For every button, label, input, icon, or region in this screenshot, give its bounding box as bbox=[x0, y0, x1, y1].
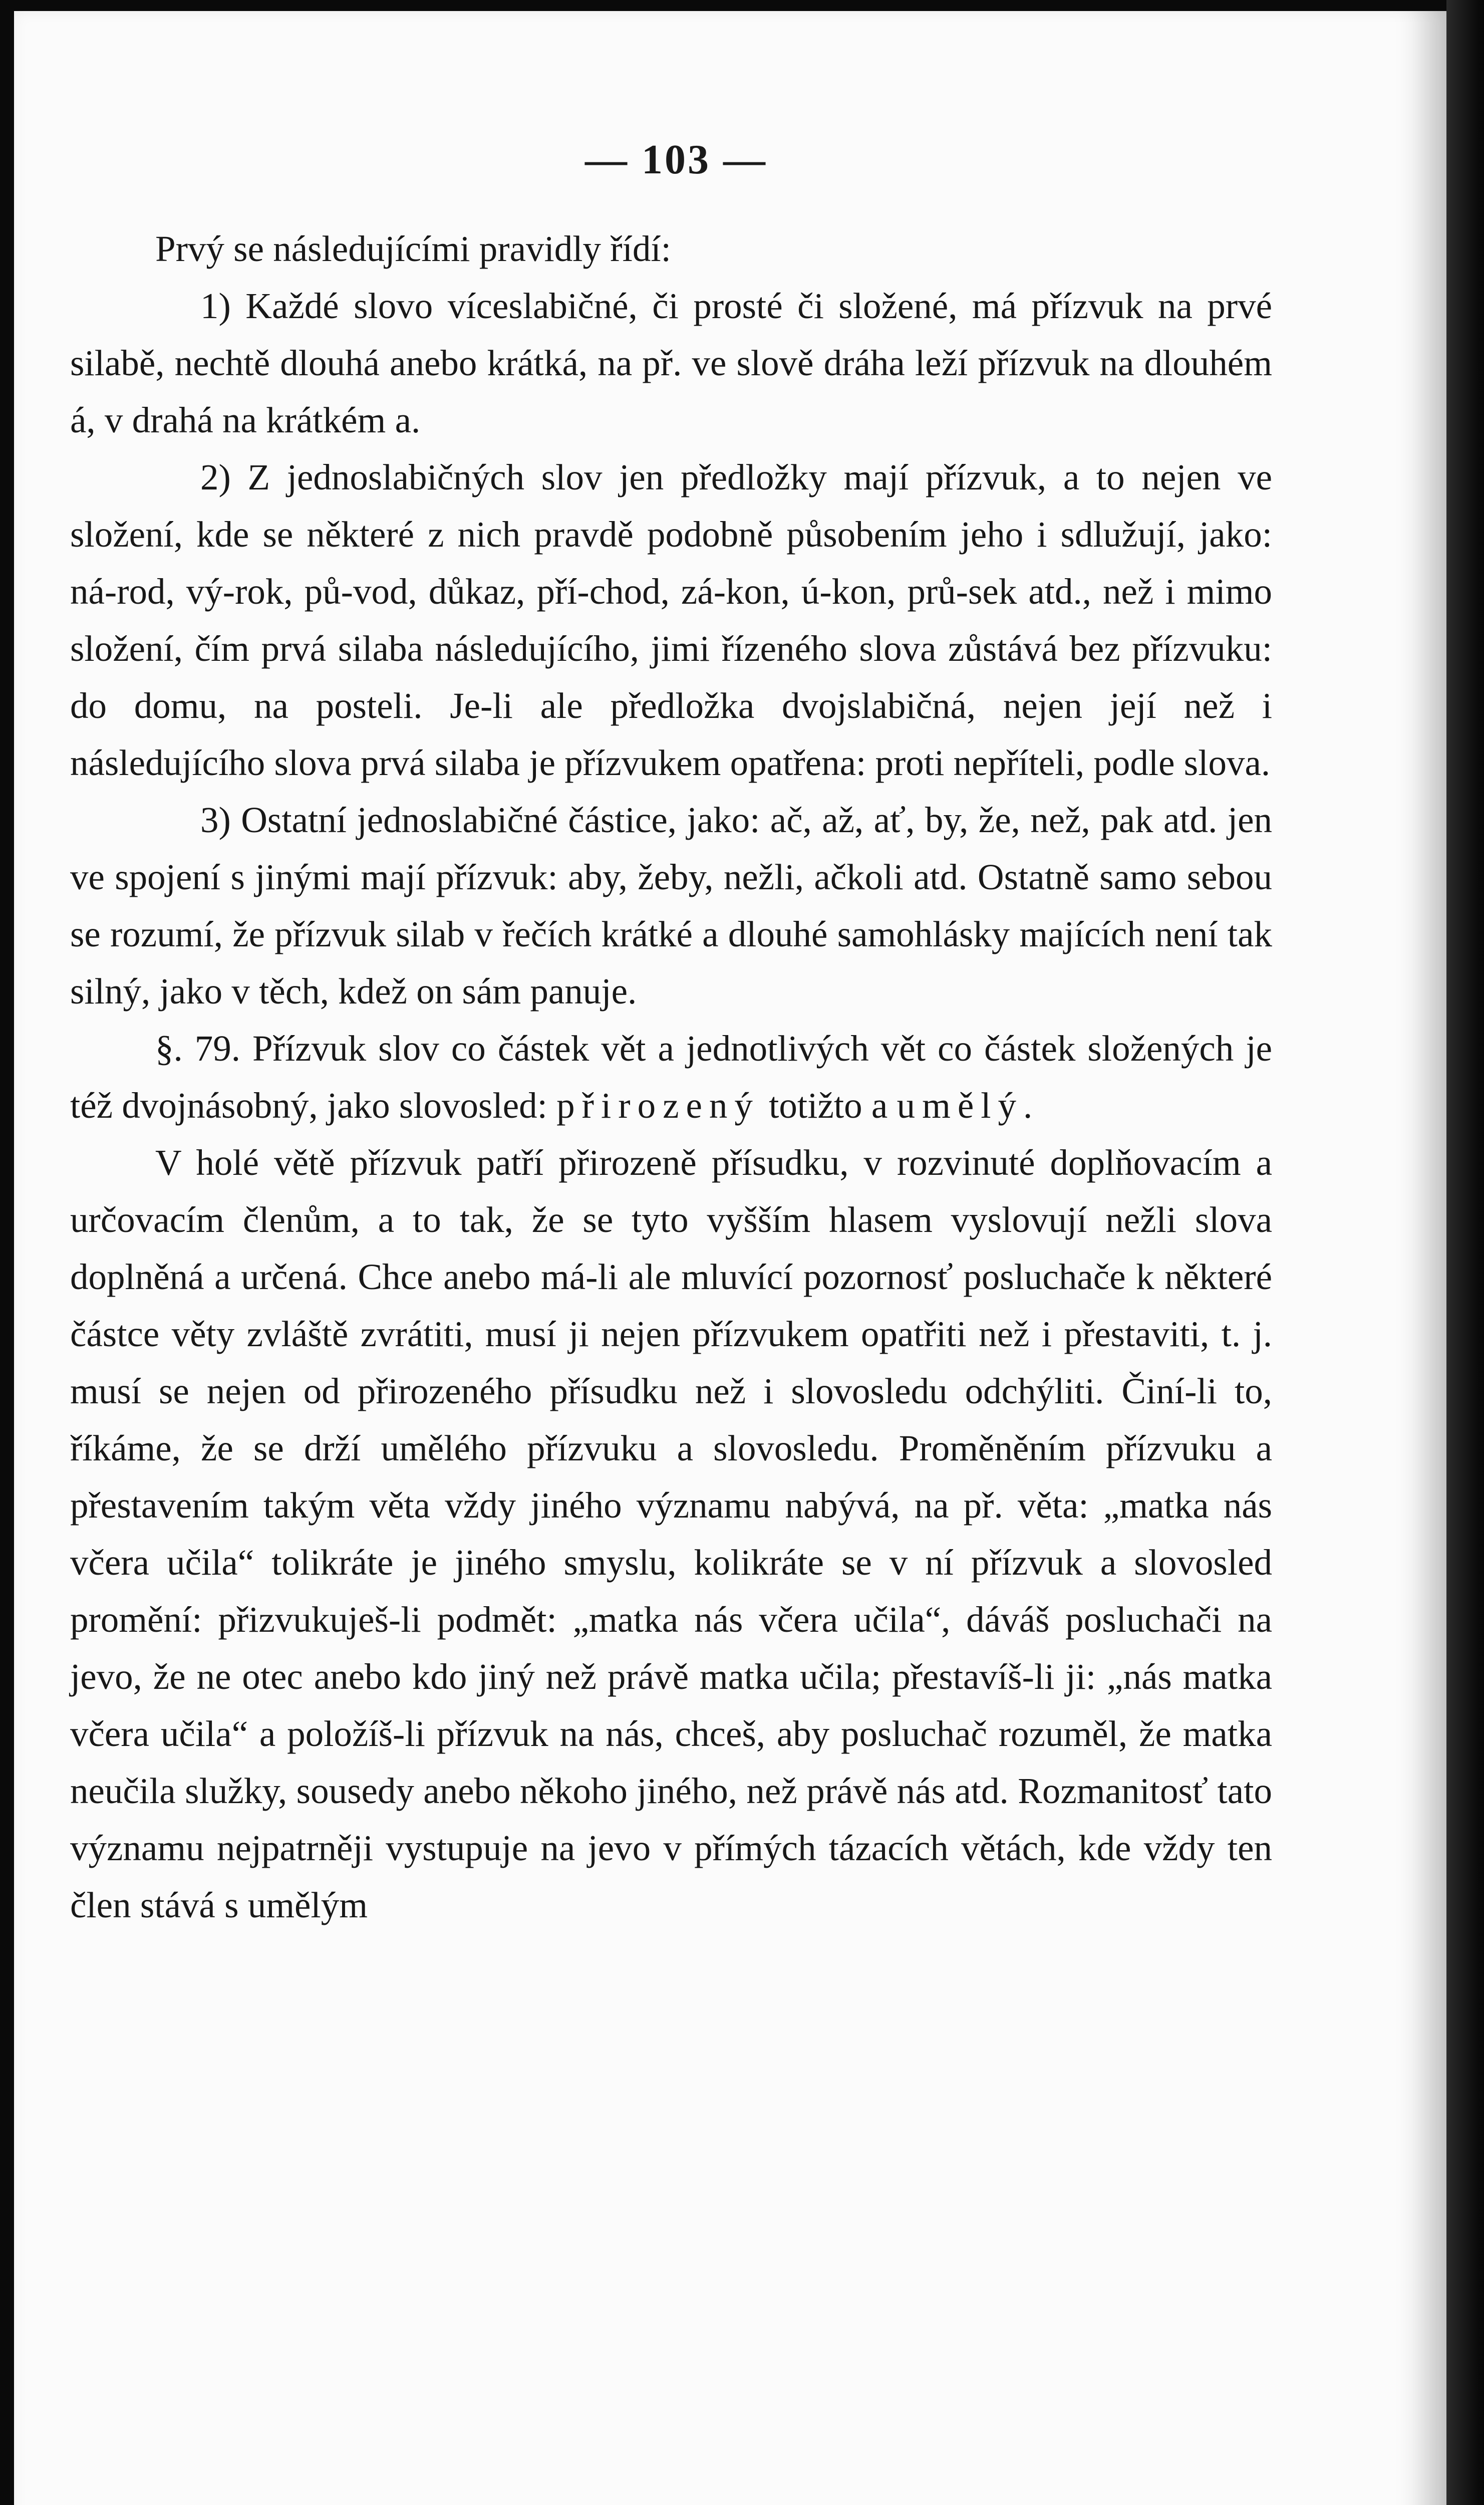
paragraph-section-79 bbox=[70, 1020, 1272, 1134]
paragraph-rule-3: 3) Ostatní jednoslabičné částice, jako: ač, až, ať, by, že, než, pak atd. jen ve spojení s jinými mají přízvuk: aby, žeby, nežli, ačkoli atd. Ostatně samo sebou se rozumí, že přízvuk silab v řečích krátké a dlouhé samohlásky majících není tak silný, jako v těch, kdež on sám panuje. bbox=[70, 800, 1272, 1012]
paragraph-stress-explanation: V holé větě přízvuk patří přirozeně přísudku, v rozvinuté doplňovacím a určovacím členům, a to tak, že se tyto vyšším hlasem vyslovují nežli slova doplněná a určená. Chce anebo má-li ale mluvící pozornosť posluchače k některé částce věty zvláště zvrátiti, musí ji nejen přízvukem opatřiti než i přestaviti, t. j. musí se nejen od přirozeného přísudku než i slovosledu odchýliti. Činí-li to, říkáme, že se drží umělého přízvuku a slovosledu. Proměněním přízvuku a přestavením takým věta vždy jiného významu nabývá, na př. věta: „matka nás včera učila“ tolikráte je jiného smyslu, kolikráte se v ní přízvuk a slovosled promění: přizvukuješ-li podmět: „matka nás včera učila“, dáváš posluchači na jevo, že ne otec anebo kdo jiný než právě matka učila; přestavíš-li ji: „nás matka včera učila“ a položíš-li přízvuk na nás, chceš, aby posluchač rozuměl, že matka neučila služky, sousedy anebo někoho jiného, než právě nás atd. Rozmanitosť tato významu nejpatrněji vystupuje na jevo v přímých tázacích větách, kde vždy ten člen stává s umělým bbox=[70, 1142, 1272, 1925]
section-79-text: §. 79. Přízvuk slov co částek vět a jednotlivých vět co částek složených je též dvojnásobný, jako slovosled: bbox=[70, 1028, 1272, 1126]
section-79-end: . bbox=[1023, 1085, 1033, 1126]
section-79-connector: totižto a bbox=[769, 1085, 888, 1126]
body-text bbox=[70, 220, 1272, 1934]
page-number: — 103 — bbox=[585, 136, 767, 183]
book-spine-shadow bbox=[1446, 0, 1484, 2505]
paragraph-rule-2: 2) Z jednoslabičných slov jen předložky mají přízvuk, a to nejen ve složení, kde se některé z nich pravdě podobně působením jeho i sdlužují, jako: ná-rod, vý-rok, pů-vod, důkaz, pří-chod, zá-kon, ú-kon, prů-sek atd., než i mimo složení, čím prvá silaba následujícího, jimi řízeného slova zůstává bez přízvuku: do domu, na posteli. Je-li ale předložka dvojslabičná, nejen její než i následujícího slova prvá silaba je přízvukem opatřena: proti nepříteli, podle slova. bbox=[70, 457, 1272, 783]
term-natural: přirozený bbox=[556, 1085, 760, 1126]
paragraph-rule-1: 1) Každé slovo víceslabičné, či prosté či složené, má přízvuk na prvé silabě, nechtě dlouhá anebo krátká, na př. ve slově dráha leží přízvuk na dlouhém á, v drahá na krátkém a. bbox=[70, 286, 1272, 440]
paragraph-intro: Prvý se následujícími pravidly řídí: bbox=[155, 228, 671, 269]
term-artificial: umělý bbox=[897, 1085, 1024, 1126]
